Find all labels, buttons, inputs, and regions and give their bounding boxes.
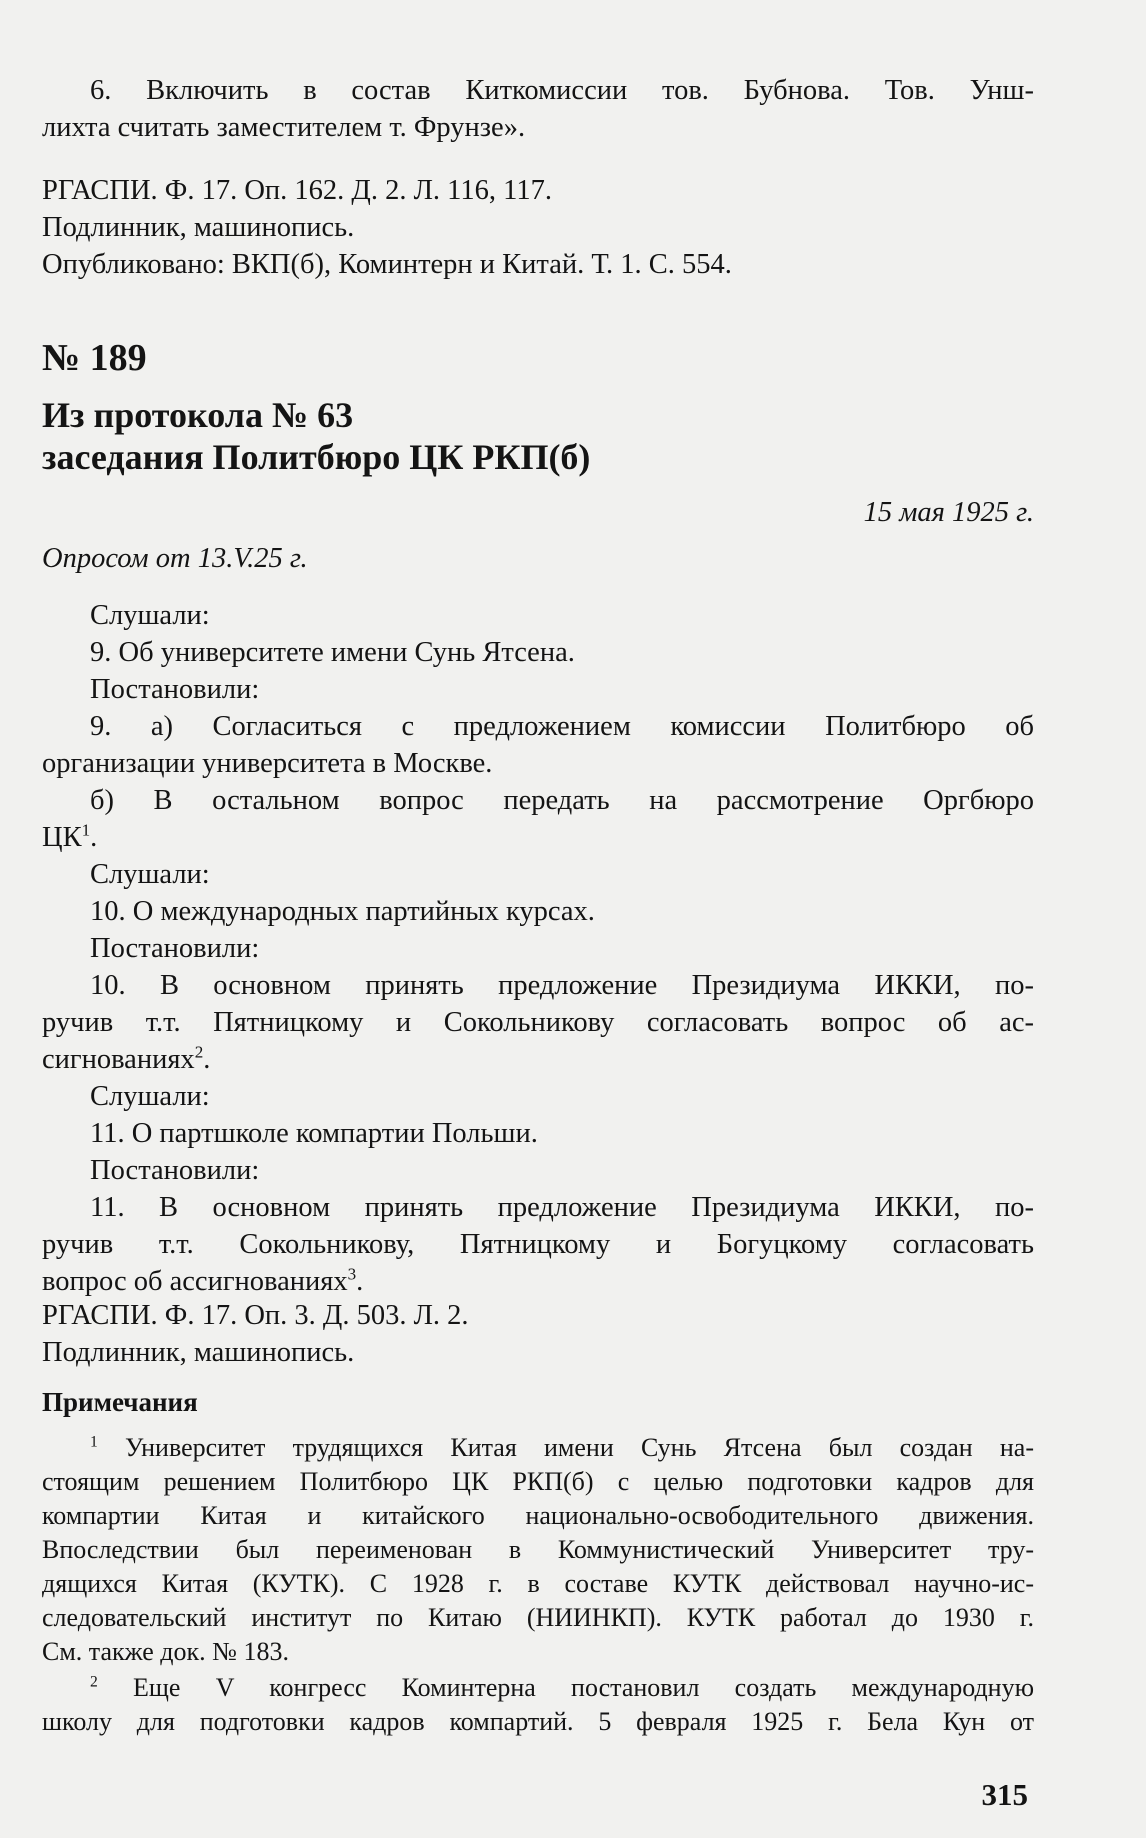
prev-original-note: Подлинник, машинопись. [42, 212, 355, 243]
prev-published-note: Опубликовано: ВКП(б), Коминтерн и Китай. Т. 1. С. 554. [42, 249, 732, 280]
resolved-label: Постановили: [90, 674, 260, 705]
heard-item-10: 10. О международных партийных курсах. [90, 896, 595, 927]
footnote-ref-2: 2 [194, 1042, 204, 1062]
note-2-mark: 2 [90, 1673, 98, 1691]
document-header [42, 336, 1034, 380]
note-1-line-1: $^1$ Университет трудящихся Китая имени Сунь Ятсена был создан на- [90, 1433, 1034, 1462]
prev-archive-ref: РГАСПИ. Ф. 17. Оп. 162. Д. 2. Л. 116, 117. [42, 175, 552, 206]
protocol-body [42, 597, 1034, 1300]
resolution-11-line-1: 11. В основном принять предложение Президиума ИККИ, по- [90, 1192, 1034, 1223]
prev-source-block [42, 172, 1034, 283]
title-line-2: заседания Политбюро ЦК РКП(б) [42, 437, 591, 477]
note-2 [42, 1671, 1034, 1739]
note-1-line-4: Впоследствии был переименован в Коммунистический Университет тру- [42, 1535, 1034, 1564]
continuation-block [42, 72, 1034, 146]
resolution-10-line-2: ручив т.т. Пятницкому и Сокольникову согласовать вопрос об ас- [42, 1007, 1034, 1038]
note-2-line-2: школу для подготовки кадров компартий. 5 февраля 1925 г. Бела Кун от [42, 1707, 1034, 1736]
heard-label: Слушали: [90, 600, 210, 631]
poll-block [42, 540, 1034, 577]
notes-heading: Примечания [42, 1387, 198, 1417]
footnote-ref-3: 3 [347, 1264, 357, 1284]
heard-item-9: 9. Об университете имени Сунь Ятсена. [90, 637, 575, 668]
note-1-line-3: компартии Китая и китайского национально-освободительного движения. [42, 1501, 1034, 1530]
resolution-9a-line-2: организации университета в Москве. [42, 748, 493, 779]
source-block [42, 1297, 1034, 1371]
title-line-1: Из протокола № 63 [42, 395, 354, 435]
note-1-line-6: следовательский институт по Китаю (НИИНКП). КУТК работал до 1930 г. [42, 1603, 1034, 1632]
note-1-mark: 1 [90, 1433, 98, 1451]
date-block [42, 494, 1034, 531]
resolution-9b-line-1: б) В остальном вопрос передать на рассмотрение Оргбюро [90, 785, 1034, 816]
notes-heading-block [42, 1385, 1034, 1419]
resolution-11-line-2: ручив т.т. Сокольникову, Пятницкому и Богуцкому согласовать [42, 1229, 1034, 1260]
page-number-block [42, 1776, 1034, 1813]
note-1 [42, 1431, 1034, 1669]
item-6-line-1: 6. Включить в состав Киткомиссии тов. Бубнова. Тов. Унш- [90, 75, 1034, 106]
item-6-line-2: лихта считать заместителем т. Фрунзе». [42, 112, 526, 143]
heard-label: Слушали: [90, 859, 210, 890]
footnote-ref-1: 1 [81, 820, 91, 840]
resolved-label: Постановили: [90, 933, 260, 964]
heard-label: Слушали: [90, 1081, 210, 1112]
resolution-11-line-3: вопрос об ассигнованиях$^3$. [42, 1264, 364, 1297]
resolution-10-line-1: 10. В основном принять предложение Президиума ИККИ, по- [90, 970, 1034, 1001]
original-note: Подлинник, машинопись. [42, 1337, 355, 1368]
resolution-10-line-3: сигнованиях$^2$. [42, 1042, 211, 1075]
note-1-line-5: дящихся Китая (КУТК). С 1928 г. в составе КУТК действовал научно-ис- [42, 1569, 1034, 1598]
note-1-line-7: См. также док. № 183. [42, 1637, 289, 1666]
poll-line: Опросом от 13.V.25 г. [42, 543, 308, 574]
note-1-line-2: стоящим решением Политбюро ЦК РКП(б) с целью подготовки кадров для [42, 1467, 1034, 1496]
resolution-9a-line-1: 9. а) Согласиться с предложением комиссии Политбюро об [90, 711, 1034, 742]
note-2-line-1: $^2$ Еще V конгресс Коминтерна постановил создать международную [90, 1673, 1035, 1702]
archive-ref: РГАСПИ. Ф. 17. Оп. 3. Д. 503. Л. 2. [42, 1300, 469, 1331]
document-title [42, 394, 1034, 478]
document-number: № 189 [42, 337, 147, 379]
page-number: 315 [981, 1777, 1028, 1812]
resolved-label: Постановили: [90, 1155, 260, 1186]
resolution-9b-line-2: $ЦК^1$. [42, 820, 98, 853]
heard-item-11: 11. О партшколе компартии Польши. [90, 1118, 538, 1149]
document-date: 15 мая 1925 г. [863, 497, 1034, 528]
